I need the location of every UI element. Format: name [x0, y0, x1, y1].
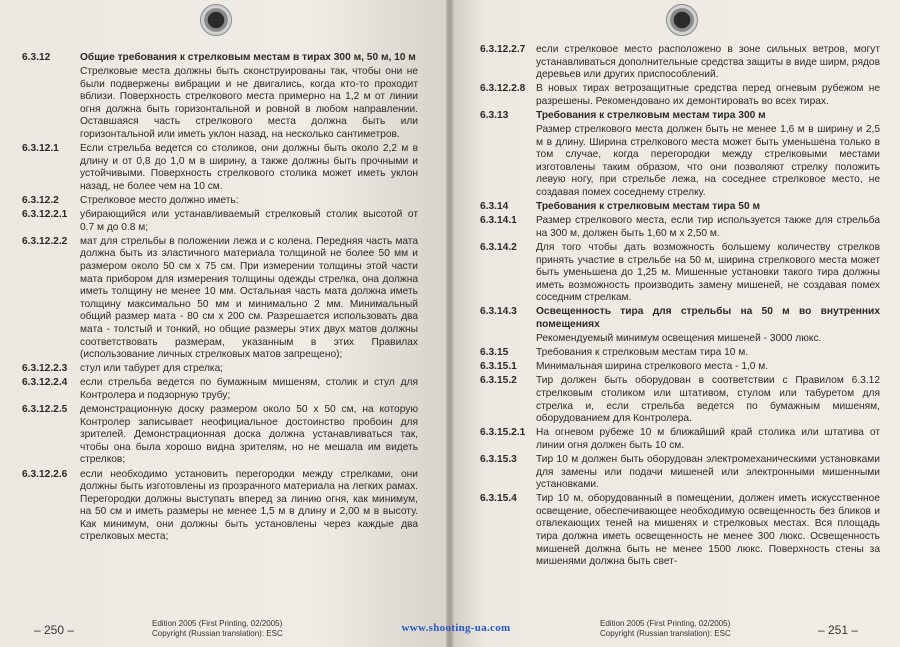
watermark-link[interactable]: www.shooting-ua.com	[401, 622, 511, 634]
right-page-number: – 251 –	[818, 623, 859, 637]
rule-text: Стрелковое место должно иметь:	[80, 195, 239, 207]
rule-number: 6.3.12.2	[22, 195, 59, 207]
rule-number: 6.3.15.2.1	[480, 427, 526, 439]
right-page-content	[480, 44, 880, 570]
rule-entry	[480, 306, 880, 331]
rule-entry	[480, 454, 880, 492]
right-page	[450, 0, 900, 647]
rule-text: Размер стрелкового места должен быть не менее 1,6 м в ширину и 2,5 м в длину. Ширина стрелкового места может быть уменьшена только в том случае, когда перегородки между стрелковыми местами изготовлены таким образом, что они позволяют стрелку положить левую ногу, при стрельбе лежа, на соседнее стрелковое место, не создавая помех соседнему стрелку.	[536, 124, 880, 199]
rule-entry	[480, 110, 880, 123]
rule-entry	[480, 44, 880, 82]
rule-entry	[22, 404, 418, 467]
rule-entry	[22, 52, 418, 65]
emblem-logo	[200, 4, 232, 36]
rule-text: стул или табурет для стрелка;	[80, 363, 224, 375]
rule-text: Требования к стрелковым местам тира 10 м.	[536, 347, 749, 359]
rule-entry	[480, 493, 880, 569]
section-heading: Освещенность тира для стрельбы на 50 м во внутренних помещениях	[536, 306, 880, 330]
rule-entry	[22, 363, 418, 376]
rule-entry	[480, 375, 880, 425]
section-heading: Общие требования к стрелковым местам в тирах 300 м, 50 м, 10 м	[80, 52, 416, 63]
rule-entry	[22, 66, 418, 142]
rule-number	[480, 333, 536, 346]
rule-entry	[22, 143, 418, 193]
rule-number: 6.3.14.3	[480, 306, 517, 318]
rule-text: На огневом рубеже 10 м ближайший край столика или штатива от линии огня должен быть 10 см.	[536, 427, 880, 451]
rule-entry	[22, 469, 418, 545]
rule-entry	[480, 333, 880, 346]
rule-entry	[480, 124, 880, 200]
rule-number: 6.3.12.2.8	[480, 83, 526, 95]
rule-text: Стрелковые места должны быть сконструированы так, чтобы они не были подвержены вибрации и не двигались, когда кто-то проходит вблизи. Поверхность стрелкового места примерно на 1,2 м от линии огня должна быть горизонтальной и ровной в любом направлении. Оставшаяся часть стрелкового места должна быть или горизонтальной или иметь уклон назад, на несколько сантиметров.	[80, 66, 418, 141]
rule-number: 6.3.12.1	[22, 143, 59, 155]
rule-number: 6.3.12.2.6	[22, 468, 68, 480]
rule-number: 6.3.14.2	[480, 241, 517, 253]
rule-entry	[22, 195, 418, 208]
book-gutter	[446, 0, 454, 647]
left-footer-edition: Edition 2005 (First Printing, 02/2005)	[152, 619, 283, 628]
rule-number: 6.3.15.3	[480, 453, 517, 465]
left-page-number: – 250 –	[34, 623, 75, 637]
rule-text: если стрельба ведется по бумажным мишеням, столик и стул для Контролера и подзорную трубу;	[80, 377, 418, 401]
rule-text: Тир 10 м должен быть оборудован электромеханическими установками для замены или подачи мишеней или электронными мишенными установками.	[536, 453, 880, 491]
rule-number: 6.3.15.1	[480, 361, 517, 373]
rule-text: Для того чтобы дать возможность большему количеству стрелков принять участие в стрельбе на 50 м, ширина стрелкового места может быть уменьшена до 1,25 м. Мишенные установки такого тира должны иметь возможность производить замену мишеней, не создавая помех соседним стрелкам.	[536, 241, 880, 304]
rule-entry	[480, 242, 880, 305]
rule-entry	[22, 209, 418, 234]
rule-number: 6.3.15.2	[480, 375, 517, 387]
rule-number: 6.3.12.2.5	[22, 404, 68, 416]
emblem-logo	[666, 4, 698, 36]
right-footer-edition: Edition 2005 (First Printing, 02/2005)	[600, 619, 731, 628]
rule-number: 6.3.12.2.4	[22, 377, 68, 389]
rule-text: если необходимо установить перегородки между стрелками, они должны быть изготовлены из прозрачного материала на легких рамах. Перегородки должны выступать вперед за линию огня, как минимум, на 50 см и иметь размеры не менее 1,5 м в длину и 2,00 м в высоту. Как минимум, они должны быть установлены через каждые два стрелковых места;	[80, 468, 418, 543]
rule-number: 6.3.13	[480, 109, 509, 121]
rule-entry	[480, 215, 880, 240]
rule-number: 6.3.12.2.1	[22, 209, 68, 221]
rule-text: В новых тирах ветрозащитные средства перед огневым рубежом не разрешены. Рекомендовано их демонтировать во всех тирах.	[536, 83, 880, 107]
rule-text: Рекомендуемый минимум освещения мишеней - 3000 люкс.	[536, 333, 822, 345]
section-heading: Требования к стрелковым местам тира 300 м	[536, 109, 766, 121]
rule-entry	[480, 201, 880, 214]
rule-number: 6.3.12.2.2	[22, 235, 68, 247]
left-footer	[152, 619, 283, 638]
rule-text: Минимальная ширина стрелкового места - 1,0 м.	[536, 361, 769, 373]
rule-entry	[22, 236, 418, 362]
rule-text: Если стрельба ведется со столиков, они должны быть около 2,2 м в длину и от 0,8 до 1,0 м в ширину, а также должны быть прочными и устойчивыми. Поверхность стрелкового столика может иметь уклон назад, не более чем на 10 см.	[80, 143, 418, 192]
rule-number: 6.3.12.2.3	[22, 363, 68, 375]
rule-text: Размер стрелкового места, если тир используется также для стрельба на 300 м, должен быть 1,60 м х 2,50 м.	[536, 215, 880, 239]
rule-number: 6.3.12.2.7	[480, 44, 526, 55]
rule-entry	[480, 361, 880, 374]
right-footer-copyright: Copyright (Russian translation): ESC	[600, 628, 731, 638]
rule-text: убирающийся или устанавливаемый стрелковый столик высотой от 0.7 м до 0.8 м;	[80, 209, 418, 233]
section-heading: Требования к стрелковым местам тира 50 м	[536, 201, 760, 213]
rule-text: Тир должен быть оборудован в соответствии с Правилом 6.3.12 стрелковым столиком или штативом, стулом или табуретом для стрелка и, если стрельба ведется по бумажным мишеням, оборудованием для Контролера.	[536, 375, 880, 425]
rule-number	[480, 124, 536, 200]
rule-text: если стрелковое место расположено в зоне сильных ветров, могут устанавливаться дополнительные средства защиты в виде ширм, рядов деревьев или других приспособлений.	[536, 44, 880, 81]
rule-number	[22, 66, 80, 142]
rule-number: 6.3.15.4	[480, 493, 517, 505]
rule-entry	[480, 83, 880, 108]
rule-text: мат для стрельбы в положении лежа и с колена. Передняя часть мата должна быть из эластичного материала толщиной не более 50 мм и размером около 50 см х 75 см. При измерении толщины этой части мата прибором для измерения толщины одежды стрелка, она должна иметь толщину не менее 10 мм. Остальная часть мата должна иметь толщину максимально 50 мм и минимально 2 мм. Минимальный общий размер мата - 80 см х 200 см. Разрешается использовать два мата - толстый и тонкий, но общие размеры этих двух матов должны соответствовать размерам, указанным в этих Правилах (использование личных стрелковых матов запрещено);	[80, 235, 418, 361]
rule-entry	[480, 427, 880, 452]
right-footer	[600, 619, 731, 638]
rule-entry	[480, 347, 880, 360]
rule-number: 6.3.12	[22, 52, 51, 63]
left-page-content	[22, 52, 418, 546]
rule-number: 6.3.15	[480, 347, 509, 359]
rule-text: демонстрационную доску размером около 50 х 50 см, на которую Контролер записывает неофициальное достоинство пробоин для зрителей. Демонстрационная доска должна устанавливаться так, чтобы она была хорошо видна зрителям, но не мешала им видеть стрелков;	[80, 404, 418, 466]
rule-entry	[22, 377, 418, 402]
left-footer-copyright: Copyright (Russian translation): ESC	[152, 628, 283, 638]
rule-number: 6.3.14.1	[480, 215, 517, 227]
rule-text: Тир 10 м, оборудованный в помещении, должен иметь искусственное освещение, обеспечивающее необходимую освещенность без бликов и отвлекающих теней на мишенях и стрелковых местах. Вся площадь тира должна иметь освещенность не менее 300 люкс. Освещенность мишеней должна быть не менее 1500 люкс. Поверхность стены за мишенями должна быть свет-	[536, 493, 880, 568]
rule-number: 6.3.14	[480, 201, 509, 213]
